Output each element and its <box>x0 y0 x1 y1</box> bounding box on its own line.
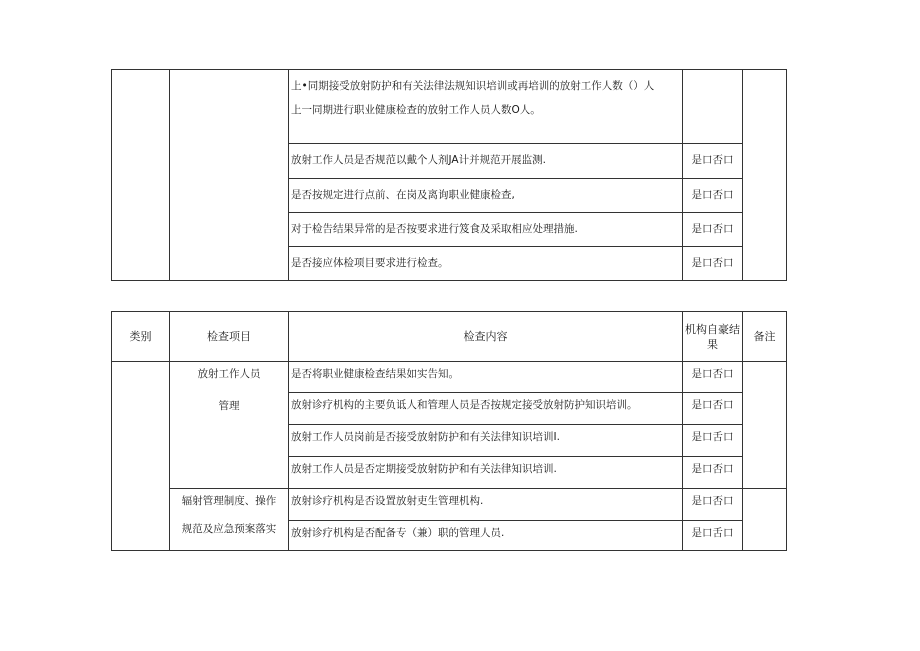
result-checkbox[interactable]: 是口否口 <box>683 362 743 393</box>
check-content-cell: 放射诊疗机构是否配备专（兼）职的管理人员. <box>289 521 683 551</box>
check-content-cell: 是否接应体检项目要求进行检查。 <box>289 247 683 281</box>
training-count-text: 上•同期接受放射防护和有关法律法规知识培训或再培训的放射工作人数（）人 <box>291 80 655 92</box>
category-cell <box>112 70 170 281</box>
header-category: 类别 <box>112 312 170 362</box>
result-checkbox[interactable]: 是口否口 <box>683 393 743 425</box>
check-item-line: 管理 <box>218 400 240 412</box>
check-content-cell: 是否按规定进行点前、在岗及离询职业健康检查, <box>289 179 683 213</box>
check-item-cell <box>170 489 289 551</box>
result-checkbox[interactable]: 是口否口 <box>683 213 743 247</box>
remark-cell <box>743 362 787 489</box>
result-checkbox[interactable]: 是口否口 <box>683 489 743 521</box>
remark-cell <box>743 70 787 281</box>
result-checkbox[interactable]: 是口舌口 <box>683 425 743 457</box>
result-cell <box>683 70 743 144</box>
inspection-table-continued <box>111 69 787 281</box>
result-checkbox[interactable]: 是口否口 <box>683 457 743 489</box>
remark-cell <box>743 489 787 551</box>
check-item-line: 放射工作人员 <box>197 368 261 380</box>
check-content-cell: 对于检告结果异常的是否按要求进行笈食及采取相应处理措施. <box>289 213 683 247</box>
check-item-line: 辐射管理制度、操作 <box>181 495 277 507</box>
header-remark: 备注 <box>743 312 787 362</box>
table-row <box>112 70 787 144</box>
check-content-cell: 放射诊疗机构是否设置放射吏生管理机构. <box>289 489 683 521</box>
result-checkbox[interactable]: 是口否口 <box>683 144 743 179</box>
result-checkbox[interactable]: 是口否口 <box>683 179 743 213</box>
table-header-row <box>112 312 787 362</box>
health-check-count-text: 上一同期进行职业健康检查的放射工作人员人数O人。 <box>291 104 541 116</box>
category-cell <box>112 362 170 551</box>
check-item-line: 规范及应急预案落实 <box>181 523 277 535</box>
check-item-cell <box>170 70 289 281</box>
result-checkbox[interactable]: 是口舌口 <box>683 521 743 551</box>
result-checkbox[interactable]: 是口否口 <box>683 247 743 281</box>
check-content-cell: 放射工作人员是否定期接受放射防护和有关法律知识培训. <box>289 457 683 489</box>
check-content-cell: 放射工作人员是否规范以戴个人剂JA计并规范开展监测. <box>289 144 683 179</box>
check-content-cell: 放射诊疗机构的主要负诋人和管理人员是否按规定接受放射防护知识培训。 <box>289 393 683 425</box>
header-check-content: 检查内容 <box>289 312 683 362</box>
check-content-cell: 放射工作人员岗前是否接受放射防护和有关法律知识培训I. <box>289 425 683 457</box>
check-content-cell: 是否将职业健康检查结果如实告知。 <box>289 362 683 393</box>
header-result: 机构自豪结果 <box>683 312 743 362</box>
check-content-cell <box>289 70 683 144</box>
check-item-cell <box>170 362 289 489</box>
header-check-item: 检查项目 <box>170 312 289 362</box>
table-row <box>112 489 787 521</box>
inspection-table <box>111 311 787 551</box>
table-row <box>112 362 787 393</box>
